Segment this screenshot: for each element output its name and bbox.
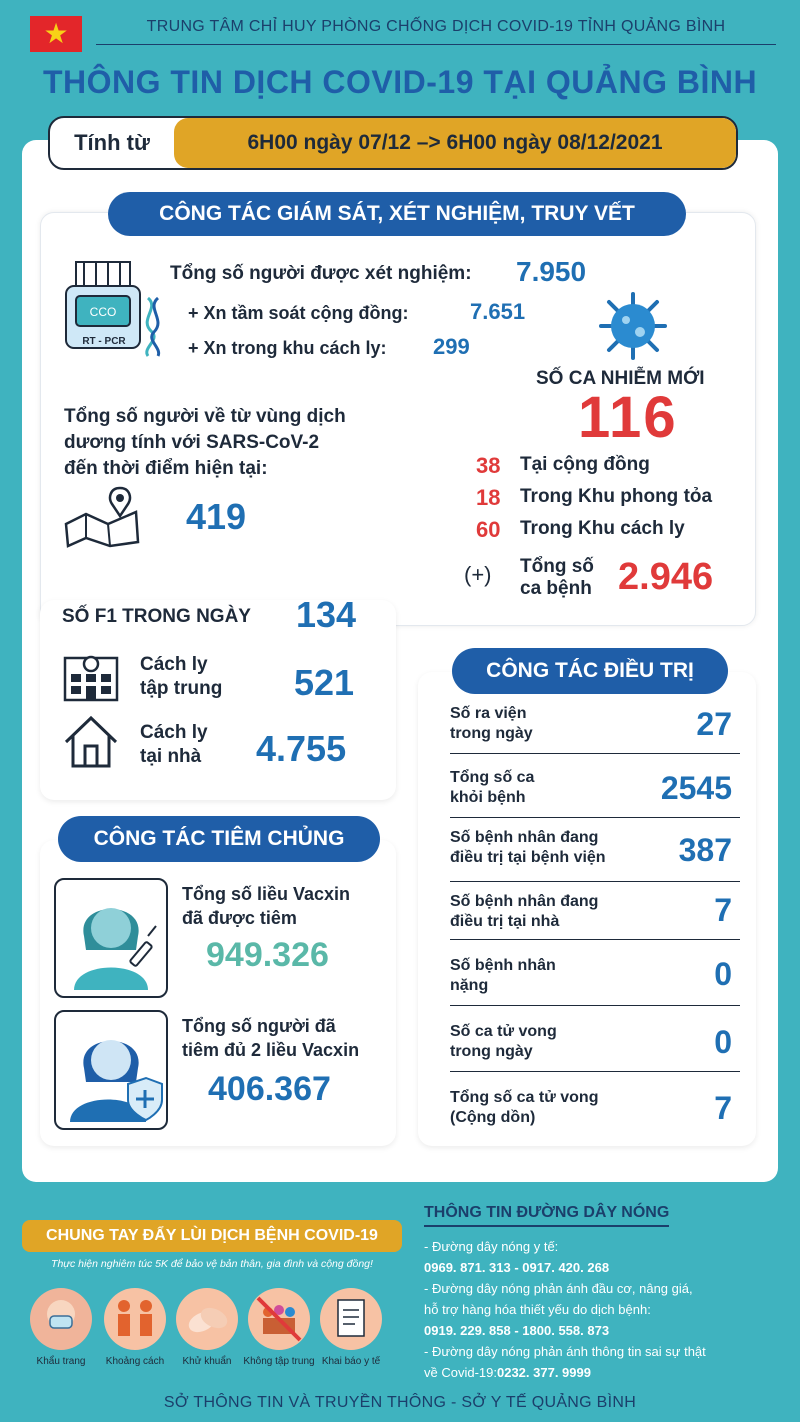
treatment-row-value: 2545 (660, 770, 732, 806)
treatment-row-home (450, 888, 740, 940)
pcr-label: RT - PCR (82, 336, 126, 347)
quarantine-test-value: 299 (433, 334, 470, 359)
plus-sign: (+) (464, 562, 492, 587)
treatment-row-label-1: Số bệnh nhân đang (450, 893, 599, 910)
f1-label: SỐ F1 TRONG NGÀY (62, 606, 251, 627)
map-pin-icon (62, 484, 142, 548)
virus-icon (592, 290, 674, 362)
hotline-fake-news-number: 0232. 377. 9999 (496, 1365, 591, 1380)
quarantine-cases-label: Trong Khu cách ly (520, 518, 685, 539)
treatment-row-recovered (450, 764, 740, 818)
total-cases-value: 2.946 (618, 556, 714, 598)
community-test-value: 7.651 (470, 299, 526, 324)
treatment-heading: CÔNG TÁC ĐIỀU TRỊ (452, 648, 728, 694)
treatment-row-label-1: Số ca tử vong (450, 1023, 557, 1040)
treatment-row-label-1: Số bệnh nhân đang (450, 829, 599, 846)
hotline-medical-label: - Đường dây nóng y tế: (424, 1239, 559, 1254)
treatment-row-label-1: Tổng số ca tử vong (450, 1089, 599, 1106)
organization-name: TRUNG TÂM CHỈ HUY PHÒNG CHỐNG DỊCH COVID-19 TỈNH QUẢNG BÌNH (96, 18, 776, 45)
house-icon (62, 714, 120, 770)
treatment-row-label-1: Số bệnh nhân (450, 957, 556, 974)
treatment-row-value: 7 (714, 1090, 732, 1126)
prevention-label-mask: Khẩu trang (36, 1356, 86, 1367)
full-dose-value: 406.367 (208, 1070, 331, 1108)
central-quarantine-value: 521 (294, 662, 355, 703)
central-quarantine-label-2: tập trung (140, 678, 223, 699)
treatment-row-value: 0 (714, 956, 732, 992)
star-icon: ★ (43, 18, 69, 49)
vietnam-flag (30, 16, 82, 52)
total-cases-label-2: ca bệnh (520, 578, 592, 599)
surveillance-heading: CÔNG TÁC GIÁM SÁT, XÉT NGHIỆM, TRUY VẾT (108, 192, 686, 236)
returnees-line-3: đến thời điểm hiện tại: (64, 458, 268, 479)
hotline-fake-news-prefix: về Covid-19: (424, 1365, 497, 1380)
treatment-row-deaths-today (450, 1020, 740, 1072)
full-dose-label-1: Tổng số người đã (182, 1016, 336, 1036)
period-bar (48, 116, 738, 170)
campaign-banner: CHUNG TAY ĐẨY LÙI DỊCH BỆNH COVID-19 (22, 1220, 402, 1252)
hotline-price-numbers: 0919. 229. 858 - 1800. 558. 873 (424, 1323, 610, 1338)
tested-label: Tổng số người được xét nghiệm: (170, 263, 472, 284)
vaccination-heading: CÔNG TÁC TIÊM CHỦNG (58, 816, 380, 862)
full-dose-label-2: tiêm đủ 2 liều Vacxin (182, 1040, 360, 1060)
svg-text:CCO: CCO (89, 305, 117, 319)
new-cases-value: 116 (578, 385, 678, 450)
home-quarantine-value: 4.755 (256, 728, 347, 769)
home-quarantine-label-1: Cách ly (140, 722, 208, 743)
community-cases-label: Tại cộng đồng (520, 454, 650, 475)
treatment-row-label-2: điều trị tại nhà (450, 913, 560, 930)
treatment-row-discharged (450, 700, 740, 754)
home-quarantine-label-2: tại nhà (140, 746, 202, 767)
returnees-value: 419 (186, 496, 247, 537)
treatment-row-value: 387 (678, 832, 732, 868)
building-icon (62, 650, 120, 702)
treatment-row-label-2: trong ngày (450, 725, 533, 742)
page-title: THÔNG TIN DỊCH COVID-19 TẠI QUẢNG BÌNH (42, 64, 758, 100)
distance-icon (104, 1288, 166, 1350)
campaign-subtitle: Thực hiện nghiêm túc 5K để bảo vệ bản thân, gia đình và cộng đồng! (51, 1258, 373, 1270)
no-gathering-icon (248, 1288, 310, 1350)
prevention-label-distance: Khoảng cách (105, 1356, 165, 1367)
doses-label-2: đã được tiêm (182, 908, 297, 928)
lockdown-cases-label: Trong Khu phong tỏa (520, 486, 713, 507)
community-cases-value: 38 (476, 453, 501, 478)
mask-icon (30, 1288, 92, 1350)
lockdown-cases-value: 18 (476, 485, 501, 510)
central-quarantine-label-1: Cách ly (140, 654, 208, 675)
period-label: Tính từ (74, 130, 150, 155)
total-cases-label-1: Tổng số (520, 556, 594, 577)
hand-wash-icon (176, 1288, 238, 1350)
treatment-row-value: 7 (714, 892, 732, 928)
treatment-row-label-2: nặng (450, 977, 489, 994)
doses-label-1: Tổng số liều Vacxin (182, 884, 351, 904)
treatment-row-deaths-total (450, 1086, 740, 1132)
period-value: 6H00 ngày 07/12 –> 6H00 ngày 08/12/2021 (174, 118, 736, 168)
quarantine-cases-value: 60 (476, 517, 501, 542)
hotline-info (424, 1236, 784, 1383)
vaccine-woman-icon (54, 878, 168, 998)
prevention-label-no-gathering: Không tập trung (243, 1356, 315, 1367)
treatment-row-label-2: trong ngày (450, 1043, 533, 1060)
hotline-price-label-1: - Đường dây nóng phản ánh đầu cơ, nâng giá, (424, 1281, 693, 1296)
hotline-fake-news-line (424, 1362, 784, 1383)
treatment-row-label-2: (Cộng dồn) (450, 1109, 536, 1126)
doses-value: 949.326 (206, 936, 329, 974)
hotline-price-label-2: hỗ trợ hàng hóa thiết yếu do dịch bệnh: (424, 1302, 651, 1317)
treatment-row-label-2: điều trị tại bệnh viện (450, 849, 606, 866)
prevention-label-declaration: Khai báo y tế (321, 1356, 381, 1367)
treatment-row-label-2: khỏi bệnh (450, 789, 526, 806)
vaccine-person-shield-icon (54, 1010, 168, 1130)
tested-value: 7.950 (516, 256, 587, 287)
returnees-line-1: Tổng số người về từ vùng dịch (64, 406, 346, 427)
treatment-row-severe (450, 954, 740, 1006)
treatment-row-value: 0 (714, 1024, 732, 1060)
hotline-medical-numbers: 0969. 871. 313 - 0917. 420. 268 (424, 1260, 610, 1275)
health-declaration-icon (320, 1288, 382, 1350)
footer-text: SỞ THÔNG TIN VÀ TRUYỀN THÔNG - SỞ Y TẾ QUẢNG BÌNH (163, 1394, 637, 1411)
prevention-label-disinfect: Khử khuẩn (182, 1356, 232, 1367)
treatment-row-value: 27 (696, 706, 732, 742)
returnees-line-2: dương tính với SARS-CoV-2 (64, 432, 320, 453)
hotline-heading: THÔNG TIN ĐƯỜNG DÂY NÓNG (424, 1204, 669, 1227)
hotline-fake-news-label: - Đường dây nóng phản ánh thông tin sai sự thật (424, 1344, 706, 1359)
new-cases-label: SỐ CA NHIỄM MỚI (536, 368, 705, 389)
treatment-row-hospital (450, 826, 740, 882)
treatment-row-label-1: Tổng số ca (450, 769, 535, 786)
quarantine-test-label: + Xn trong khu cách ly: (188, 338, 387, 358)
community-test-label: + Xn tầm soát cộng đồng: (188, 303, 409, 323)
treatment-row-label-1: Số ra viện (450, 705, 527, 722)
f1-value: 134 (296, 594, 357, 635)
